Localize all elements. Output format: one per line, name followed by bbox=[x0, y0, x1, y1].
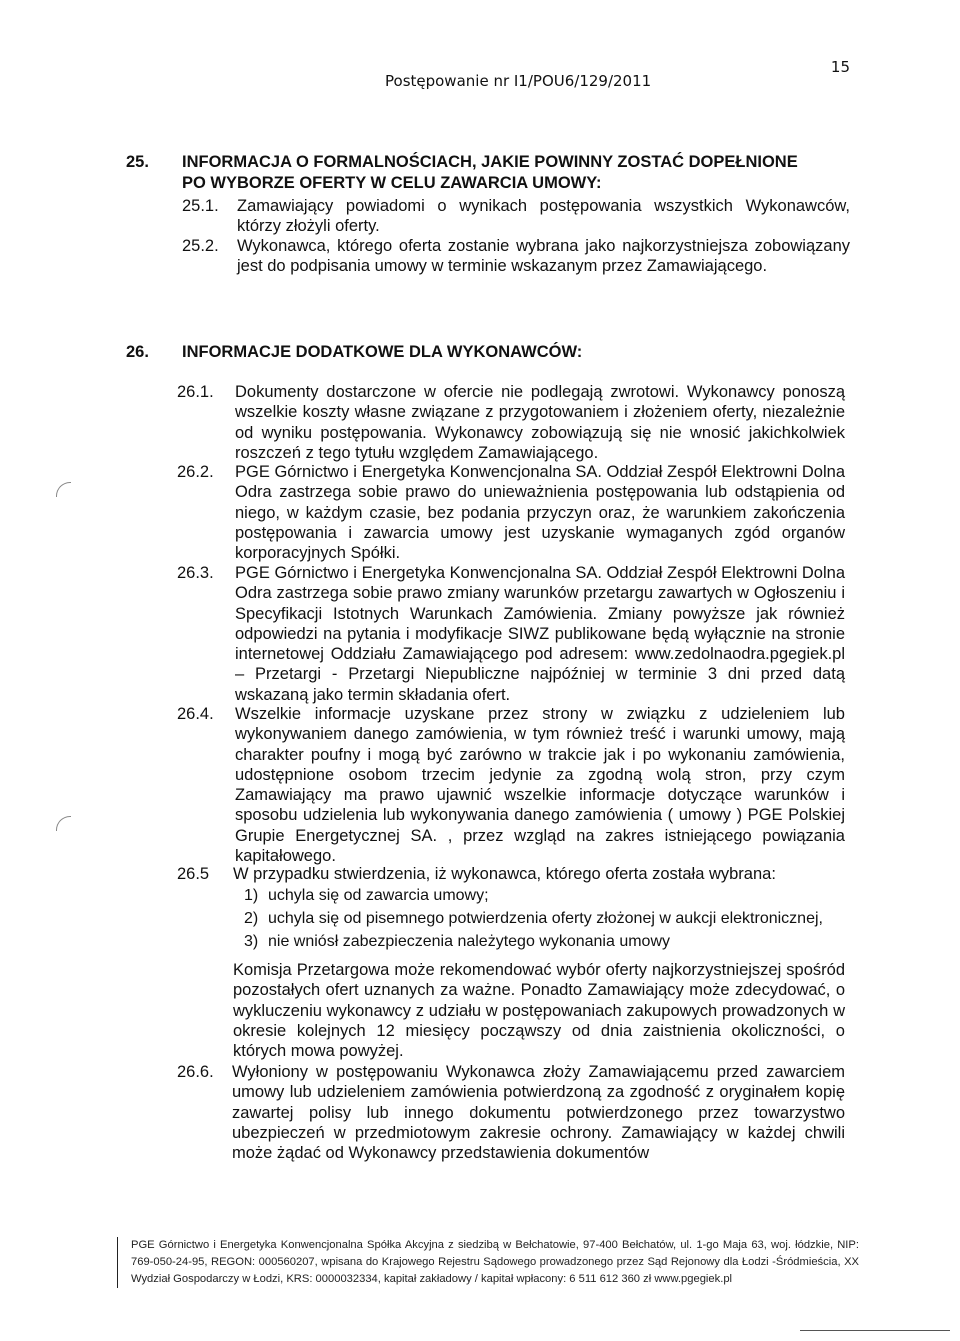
item-number: 26.3. bbox=[177, 564, 214, 582]
list-marker: 2) bbox=[244, 910, 259, 927]
section-heading-line-2: PO WYBORZE OFERTY W CELU ZAWARCIA UMOWY: bbox=[182, 174, 602, 192]
document-header-title: Postępowanie nr I1/POU6/129/2011 bbox=[385, 72, 652, 90]
item-text: PGE Górnictwo i Energetyka Konwencjonalna SA. Oddział Zespół Elektrowni Dolna Odra zastrzega sobie prawo zmiany warunków przetargu zawartych w Ogłoszeniu i Specyfikacji Istotnych Warunkach Zamówienia. Zmiany powyższe jak również odpowiedzi na pytania i modyfikacje SIWZ publikowane będą wyłącznie na stronie internetowej Oddziału Zamawiającego pod adresem: www.zedolnaodra.pgegiek.pl – Przetargi - Przetargi Niepubliczne najpóźniej w terminie 3 dni przed datą wskazaną jako termin składania ofert. bbox=[235, 564, 845, 704]
item-26-5-body bbox=[233, 960, 845, 1061]
section-25-heading bbox=[126, 152, 850, 194]
item-text: Komisja Przetargowa może rekomendować wybór oferty najkorzystniejszej spośród pozostałych ofert uznanych za ważne. Ponadto Zamawiający może zdecydować, o wykluczeniu wykonawcy z udziału w postępowaniach zakupowych prowadzonych w okresie kolejnych 12 miesięcy począwszy od dnia zaistnienia okoliczności, o których mowa powyżej. bbox=[233, 961, 845, 1061]
section-26-heading bbox=[126, 342, 850, 363]
item-26-2 bbox=[177, 462, 845, 563]
item-text: Wszelkie informacje uzyskane przez strony w związku z udzieleniem lub wykonywaniem danego zamówienia, w tym również treść i warunki umowy, mają charakter poufny i mogą być zarówno w trakcie jak i po wykonaniu zamówienia, udostępnione osobom trzecim jedynie za zgodną wolą stron, przy czym Zamawiający ma prawo ujawnić wszelkie informacje dotyczące warunków i sposobu udzielenia lub wykonywania danego zamówienia ( umowy ) PGE Polskiej Grupie Energetycznej SA. , przez wzgląd na zakres istniejącego powiązania kapitałowego. bbox=[235, 705, 845, 866]
list-text: uchyla się od zawarcia umowy; bbox=[268, 887, 489, 904]
section-heading-line-1: INFORMACJA O FORMALNOŚCIACH, JAKIE POWINNY ZOSTAĆ DOPEŁNIONE bbox=[182, 153, 798, 171]
item-25-2 bbox=[182, 236, 850, 277]
item-26-4 bbox=[177, 704, 845, 866]
margin-mark bbox=[56, 816, 71, 831]
item-text: Zamawiający powiadomi o wynikach postępowania wszystkich Wykonawców, którzy złożyli oferty. bbox=[237, 197, 850, 236]
list-marker: 1) bbox=[244, 887, 259, 904]
company-footer: PGE Górnictwo i Energetyka Konwencjonalna Spółka Akcyjna z siedzibą w Bełchatowie, 97-400 Bełchatów, ul. 1-go Maja 63, woj. łódzkie, NIP: 769-050-24-95, REGON: 000560207, wpisana do Krajowego Rejestru Sądowego prowadzonego przez Sąd Rejonowy dla Łodzi -Śródmieścia, XX Wydział Gospodarczy w Łodzi, KRS: 0000032334, kapitał zakładowy / kapitał wpłacony: 6 511 612 360 zł www.pgegiek.pl bbox=[117, 1237, 859, 1288]
list-item bbox=[244, 909, 844, 929]
list-marker: 3) bbox=[244, 933, 259, 950]
list-item bbox=[244, 886, 844, 906]
item-number: 25.2. bbox=[182, 237, 219, 255]
section-number: 26. bbox=[126, 343, 149, 361]
item-text: PGE Górnictwo i Energetyka Konwencjonalna SA. Oddział Zespół Elektrowni Dolna Odra zastrzega sobie prawo do unieważnienia postępowania lub odstąpienia od niego, w każdym czasie, bez podania przyczyn oraz, że warunkiem zakończenia postępowania i zawarcia umowy jest uzyskanie wymaganych zgód organów korporacyjnych Spółki. bbox=[235, 463, 845, 563]
item-text: Wyłoniony w postępowaniu Wykonawca złoży Zamawiającemu przed zawarciem umowy lub udzieleniem zamówienia potwierdzoną za zgodność z oryginałem kopię zawartej polisy lub innego dokumentu potwierdzonego przez towarzystwo ubezpieczeń w przedmiotowym zakresie ochrony. Zamawiający w każdej chwili może żądać od Wykonawcy przedstawienia dokumentów bbox=[232, 1063, 845, 1163]
item-number: 26.1. bbox=[177, 383, 214, 401]
item-number: 25.1. bbox=[182, 197, 219, 215]
list-item bbox=[244, 932, 844, 952]
item-number: 26.2. bbox=[177, 463, 214, 481]
item-text: Wykonawca, którego oferta zostanie wybrana jako najkorzystniejsza zobowiązany jest do podpisania umowy w terminie wskazanym przez Zamawiającego. bbox=[237, 237, 850, 276]
item-26-6 bbox=[177, 1062, 845, 1163]
page-number: 15 bbox=[830, 58, 850, 76]
item-number: 26.6. bbox=[177, 1063, 214, 1081]
item-26-3 bbox=[177, 563, 845, 705]
item-26-1 bbox=[177, 382, 845, 463]
bottom-rule bbox=[800, 1330, 950, 1331]
item-26-5-intro bbox=[177, 864, 845, 884]
item-25-1 bbox=[182, 196, 850, 237]
item-26-5-list bbox=[244, 886, 844, 953]
margin-mark bbox=[56, 482, 71, 497]
section-heading: INFORMACJE DODATKOWE DLA WYKONAWCÓW: bbox=[182, 343, 583, 361]
list-text: uchyla się od pisemnego potwierdzenia oferty złożonej w aukcji elektronicznej, bbox=[268, 910, 823, 927]
item-intro: W przypadku stwierdzenia, iż wykonawca, którego oferta została wybrana: bbox=[233, 865, 776, 883]
item-number: 26.5 bbox=[177, 865, 210, 883]
item-number: 26.4. bbox=[177, 705, 214, 723]
list-text: nie wniósł zabezpieczenia należytego wykonania umowy bbox=[268, 933, 671, 950]
section-number: 25. bbox=[126, 153, 149, 171]
item-text: Dokumenty dostarczone w ofercie nie podlegają zwrotowi. Wykonawcy ponoszą wszelkie koszty własne związane z przygotowaniem i złożeniem oferty, niezależnie od wyniku postępowania. Wykonawcy zobowiązują się nie wnosić jakichkolwiek roszczeń z tego tytułu względem Zamawiającego. bbox=[235, 383, 845, 462]
